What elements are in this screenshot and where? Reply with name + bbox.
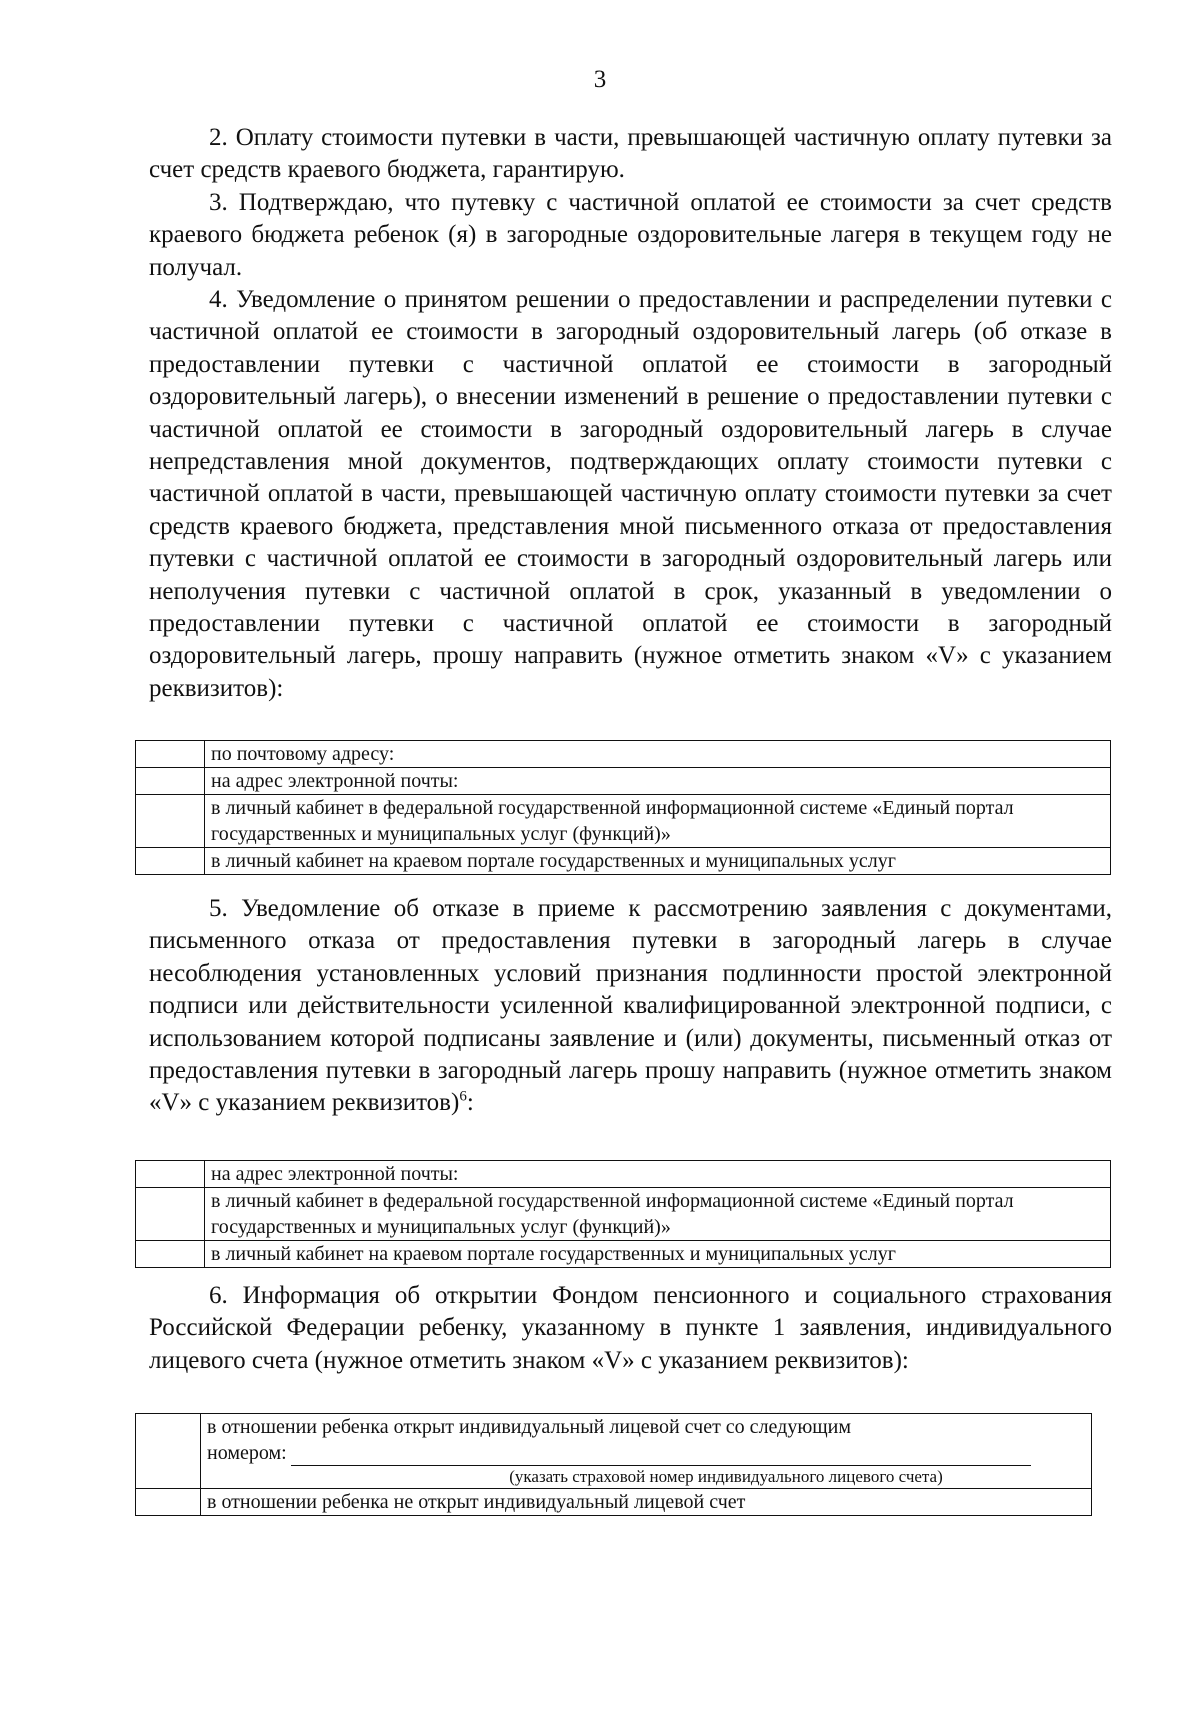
checkbox-email[interactable] [136,1161,205,1188]
table-row [136,1161,1111,1188]
table-row [136,1414,1092,1489]
account-number-row [207,1440,1085,1466]
delivery-options-table-4 [135,740,1111,875]
checkbox-account-opened[interactable] [136,1414,201,1489]
table-row [136,1489,1092,1516]
checkbox-postal[interactable] [136,741,205,768]
checkbox-federal-portal[interactable] [136,1188,205,1241]
checkbox-regional-portal[interactable] [136,848,205,875]
paragraph-3: 3. Подтверждаю, что путевку с частичной оплатой ее стоимости за счет средств краевого бюджета ребенок (я) в загородные оздоровительные лагеря в текущем году не получал. [149,189,1112,281]
paragraph-6: 6. Информация об открытии Фондом пенсионного и социального страхования Российской Федерации ребенку, указанному в пункте 1 заявления, индивидуального лицевого счета (нужное отметить знаком «V» с указанием реквизитов): [149,1282,1112,1374]
table-row [136,848,1111,875]
account-number-hint: (указать страховой номер индивидуального лицевого счета) [509,1467,943,1486]
paragraph-5-tail: : [466,1089,474,1117]
checkbox-regional-portal[interactable] [136,1241,205,1268]
page-number: 3 [593,66,607,93]
account-options-table [135,1413,1092,1516]
option-label: в личный кабинет на краевом портале государственных и муниципальных услуг [205,848,1111,875]
paragraph-5-text: 5. Уведомление об отказе в приеме к рассмотрению заявления с документами, письменного отказа от предоставления путевки в загородный лагерь в случае несоблюдения установленных условий признания подлинности простой электронной подписи или действительности усиленной квалифицированной электронной подписи, с использованием которой подписаны заявление и (или) документы, письменный отказ от предоставления путевки в загородный лагерь прошу направить (нужное отметить знаком «V» с указанием реквизитов) [149,895,1112,1117]
account-number-label: номером: [207,1442,287,1464]
table-row [136,1241,1111,1268]
option-label: в личный кабинет в федеральной государственной информационной системе «Единый портал государственных и муниципальных услуг (функций)» [205,1188,1111,1241]
option-label: в личный кабинет на краевом портале государственных и муниципальных услуг [205,1241,1111,1268]
table-row [136,768,1111,795]
account-opened-cell [201,1414,1092,1489]
table-row [136,1188,1111,1241]
footnote-marker: 6 [459,1089,467,1106]
option-label: на адрес электронной почты: [205,1161,1111,1188]
paragraph-5 [149,893,1112,1120]
checkbox-account-not-opened[interactable] [136,1489,201,1516]
account-number-field[interactable] [291,1445,1031,1466]
table-row [136,795,1111,848]
option-label: в личный кабинет в федеральной государственной информационной системе «Единый портал государственных и муниципальных услуг (функций)» [205,795,1111,848]
table-row [136,741,1111,768]
option-label: в отношении ребенка не открыт индивидуальный лицевой счет [201,1489,1092,1516]
checkbox-email[interactable] [136,768,205,795]
delivery-options-table-5 [135,1160,1111,1268]
checkbox-federal-portal[interactable] [136,795,205,848]
option-label: по почтовому адресу: [205,741,1111,768]
option-label: на адрес электронной почты: [205,768,1111,795]
option-label: в отношении ребенка открыт индивидуальный лицевой счет со следующим [207,1416,852,1438]
paragraph-4: 4. Уведомление о принятом решении о предоставлении и распределении путевки с частичной оплатой ее стоимости в загородный оздоровительный лагерь (об отказе в предоставлении путевки с частичной оплатой ее стоимости в загородный оздоровительный лагерь), о внесении изменений в решение о предоставлении путевки с частичной оплатой ее стоимости в загородный оздоровительный лагерь в случае непредставления мной документов, подтверждающих оплату стоимости путевки с частичной оплатой в части, превышающей частичную оплату стоимости путевки за счет средств краевого бюджета, представления мной письменного отказа от предоставления путевки с частичной оплатой ее стоимости в загородный оздоровительный лагерь или неполучения путевки с частичной оплатой в срок, указанный в уведомлении о предоставлении путевки с частичной оплатой ее стоимости в загородный оздоровительный лагерь, прошу направить (нужное отметить знаком «V» с указанием реквизитов): [149,286,1112,702]
paragraph-2: 2. Оплату стоимости путевки в части, превышающей частичную оплату путевки за счет средств краевого бюджета, гарантирую. [149,124,1112,184]
